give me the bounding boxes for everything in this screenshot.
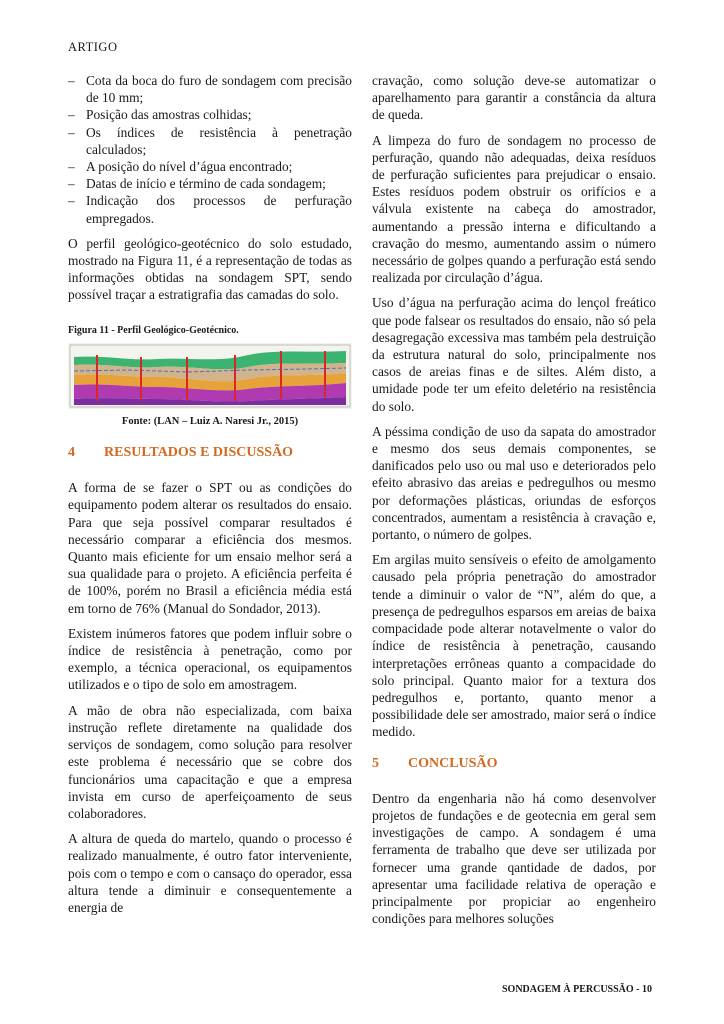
- list-item: – Posição das amostras colhidas;: [68, 107, 252, 123]
- figure-source: Fonte: (LAN – Luiz A. Naresi Jr., 2015): [121, 415, 299, 427]
- section-title: RESULTADOS E DISCUSSÃO: [104, 445, 294, 461]
- geological-profile-figure: [68, 343, 352, 409]
- list-dash: –: [68, 73, 75, 88]
- paragraph: A mão de obra não especializada, com baixa instrução reflete diretamente na qualidade dos serviços de sondagem, como solução para resolver este problema é necessário que se cobre dos funcionários uma capacitação e que a empresa invista em curso de aperfeiçoamento de seus colaboradores.: [68, 702, 352, 821]
- right-column: [372, 72, 656, 935]
- paragraph: A limpeza do furo de sondagem no processo de perfuração, quando não adequadas, deixa resíduos de perfuração suficientes para prejudicar o ensaio. Estes resíduos podem obstruir os orifícios e a válvula existente na cabeça do amostrador, aumentando a pressão interna e dificultando a cravação do mesmo, aumentando assim o número necessário de golpes quando a perfuração está sendo realizada por circulação d’água.: [372, 132, 656, 286]
- paragraph: Dentro da engenharia não há como desenvolver projetos de fundações e de geotecnia em geral sem investigações de campo. A sondagem é uma ferramenta de trabalho que deve ser utilizada por fornecer uma grande qantidade de dados, por apresentar uma facilidade relativa de operação e principalmente por propiciar ao engenheiro condições para melhores soluções: [372, 790, 656, 927]
- list-dash: –: [68, 176, 75, 192]
- paragraph: Existem inúmeros fatores que podem influir sobre o índice de resistência à penetração, como por exemplo, a técnica operacional, os equipamentos utilizados e o tipo de solo em amostragem.: [68, 625, 352, 693]
- list-item: – Indicação dos processos de perfuração empregados.: [68, 193, 352, 226]
- section-heading: [68, 444, 352, 461]
- list-dash: –: [68, 124, 75, 140]
- borehole-marker: [324, 351, 326, 397]
- paragraph: Uso d’água na perfuração acima do lençol freático que pode falsear os resultados do ensaio, não só pela desagregação excessiva mas também pela destruição da estrutura natural do solo, principalmente nos casos de areias finas e de siltes. Além disto, a umidade pode ter um efeito deletério na resistência do solo.: [372, 295, 656, 414]
- paragraph: A altura de queda do martelo, quando o processo é realizado manualmente, é outro fator interveniente, pois com o tempo e com o cansaço do operador, essa altura tende a diminuir e consequentemente a energia de: [68, 831, 352, 915]
- list-item: – Os índices de resistência à penetração calculados;: [68, 124, 352, 157]
- list-dash: –: [68, 193, 75, 209]
- left-column: [68, 72, 352, 924]
- borehole-marker: [186, 357, 188, 401]
- section-number: 4: [68, 445, 75, 461]
- borehole-marker: [140, 357, 142, 401]
- paragraph: A péssima condição de uso da sapata do amostrador e mesmo dos seus demais componentes, se danificados pelo uso ou mal uso e deteriorados pelo efeito abrasivo das areias e pedregulhos ou mesmo por deformações plásticas, oriundas de esforços concentrados, aumentam a resistência à cravação e, portanto, o número de golpes.: [372, 423, 656, 543]
- requirements-list: [68, 72, 352, 227]
- list-item: – Datas de início e término de cada sondagem;: [68, 176, 326, 192]
- paragraph: O perfil geológico-geotécnico do solo estudado, mostrado na Figura 11, é a representação de todas as informações obtidas na sondagem SPT, sendo possível traçar a estratigrafia das camadas do solo.: [68, 235, 352, 303]
- list-dash: –: [68, 159, 75, 175]
- section-heading: [372, 755, 656, 772]
- borehole-marker: [234, 355, 236, 401]
- paragraph: cravação, como solução deve-se automatizar o aparelhamento para garantir a constância da altura de queda.: [372, 73, 656, 123]
- running-footer: SONDAGEM À PERCUSSÃO - 10: [501, 984, 652, 995]
- section-title: CONCLUSÃO: [408, 755, 498, 771]
- section-number: 5: [372, 755, 379, 771]
- borehole-marker: [96, 355, 98, 401]
- borehole-marker: [280, 351, 282, 399]
- geological-profile-image: [68, 343, 352, 409]
- list-dash: –: [68, 107, 75, 123]
- running-header: ARTIGO: [68, 40, 118, 54]
- figure-caption: Figura 11 - Perfil Geológico-Geotécnico.: [68, 324, 239, 336]
- list-item: – Cota da boca do furo de sondagem com precisão de 10 mm;: [68, 73, 352, 106]
- paragraph: A forma de se fazer o SPT ou as condições do equipamento podem alterar os resultados do ensaio. Para que seja possível comparar resultados é necessário comparar a eficiência dos mesmos. Quanto mais eficiente for um ensaio melhor será a sua qualidade para o projeto. A eficiência perfeita é de 100%, porém no Brasil a eficiência média está em torno de 76% (Manual do Sondador, 2013).: [68, 480, 352, 616]
- paragraph: Em argilas muito sensíveis o efeito de amolgamento causado pela própria penetração do amostrador tende a diminuir o valor de “N”, além do que, a presença de pedregulhos esparsos em areias de baixa compacidade pode alterar notavelmente o valor do índice de resistência à penetração, causando interpretações errôneas quanto a compacidade do solo principal. Quanto maior for a textura dos pedregulhos e, portanto, quanto menor a possibilidade dele ser amostrado, maior será o índice medido.: [372, 552, 656, 740]
- list-item: – A posição do nível d’água encontrado;: [68, 159, 293, 175]
